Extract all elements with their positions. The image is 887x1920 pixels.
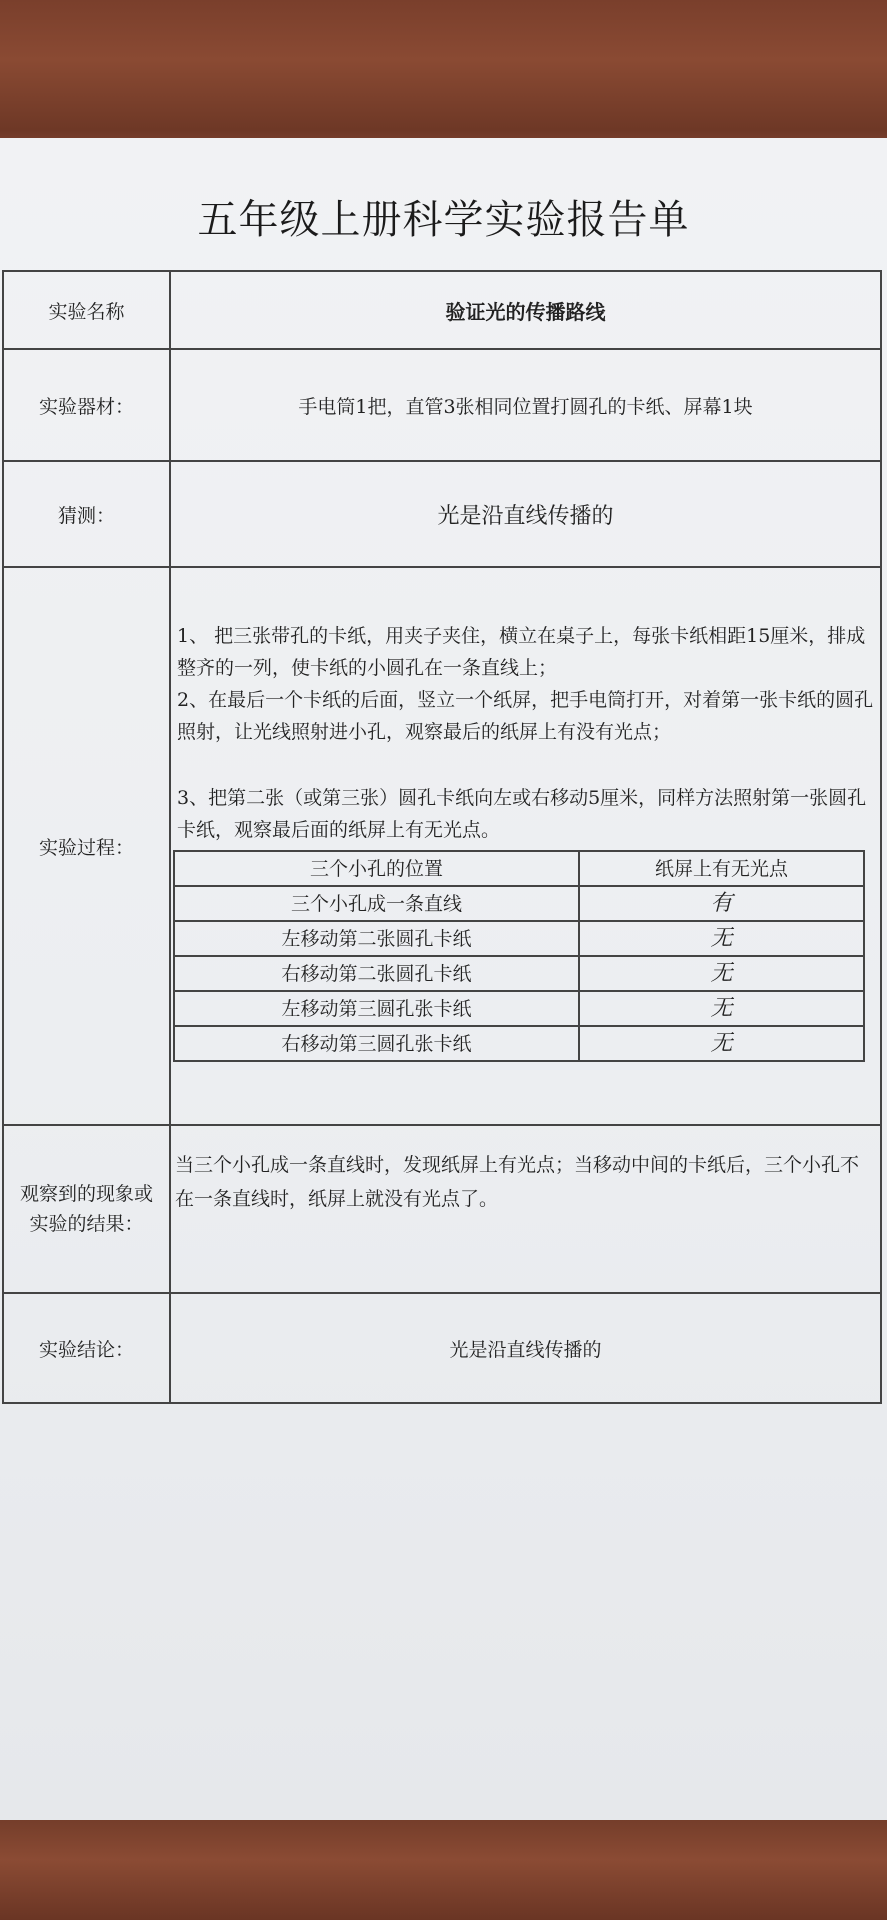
value-observation: 当三个小孔成一条直线时，发现纸屏上有光点；当移动中间的卡纸后，三个小孔不在一条直线时，纸屏上就没有光点了。	[170, 1125, 881, 1293]
result-handwritten: 无	[579, 1026, 864, 1061]
result-handwritten: 有	[579, 886, 864, 921]
desk-surface-bottom	[0, 1810, 887, 1920]
value-experiment-name: 验证光的传播路线	[170, 271, 881, 349]
result-row	[174, 956, 864, 991]
result-position: 左移动第三圆孔张卡纸	[174, 991, 579, 1026]
process-content	[170, 567, 881, 1125]
row-experiment-name	[3, 271, 881, 349]
row-conclusion	[3, 1293, 881, 1403]
row-process	[3, 567, 881, 1125]
report-table	[2, 270, 882, 1404]
label-observation-line1: 观察到的现象或	[19, 1183, 153, 1205]
result-handwritten: 无	[579, 956, 864, 991]
value-materials: 手电筒1把，直管3张相同位置打圆孔的卡纸、屏幕1块	[170, 349, 881, 461]
process-step-1: 1、 把三张带孔的卡纸，用夹子夹住，横立在桌子上，每张卡纸相距15厘米，排成整齐的一列，使卡纸的小圆孔在一条直线上；	[177, 625, 866, 679]
row-guess	[3, 461, 881, 567]
label-process: 实验过程：	[3, 567, 170, 1125]
process-step-3: 3、把第二张（或第三张）圆孔卡纸向左或右移动5厘米，同样方法照射第一张圆孔卡纸，观察最后面的纸屏上有无光点。	[177, 787, 867, 841]
result-table	[173, 850, 865, 1062]
result-table-header	[174, 851, 864, 886]
label-experiment-name: 实验名称	[3, 271, 170, 349]
label-guess: 猜测：	[3, 461, 170, 567]
row-observation	[3, 1125, 881, 1293]
process-step-2: 2、在最后一个卡纸的后面，竖立一个纸屏，把手电筒打开，对着第一张卡纸的圆孔照射，让光线照射进小孔，观察最后的纸屏上有没有光点；	[177, 689, 874, 743]
label-observation-line2: 实验的结果：	[29, 1213, 144, 1235]
result-row	[174, 921, 864, 956]
result-row	[174, 1026, 864, 1061]
result-position: 三个小孔成一条直线	[174, 886, 579, 921]
result-position: 右移动第三圆孔张卡纸	[174, 1026, 579, 1061]
result-row	[174, 991, 864, 1026]
label-materials: 实验器材：	[3, 349, 170, 461]
result-handwritten: 无	[579, 921, 864, 956]
label-observation	[3, 1125, 170, 1293]
label-conclusion: 实验结论：	[3, 1293, 170, 1403]
header-hole-position: 三个小孔的位置	[174, 851, 579, 886]
result-position: 左移动第二张圆孔卡纸	[174, 921, 579, 956]
header-light-spot: 纸屏上有无光点	[579, 851, 864, 886]
result-position: 右移动第二张圆孔卡纸	[174, 956, 579, 991]
page-title: 五年级上册科学实验报告单	[197, 197, 690, 243]
row-materials	[3, 349, 881, 461]
result-row	[174, 886, 864, 921]
result-handwritten: 无	[579, 991, 864, 1026]
value-conclusion: 光是沿直线传播的	[170, 1293, 881, 1403]
value-guess: 光是沿直线传播的	[170, 461, 881, 567]
